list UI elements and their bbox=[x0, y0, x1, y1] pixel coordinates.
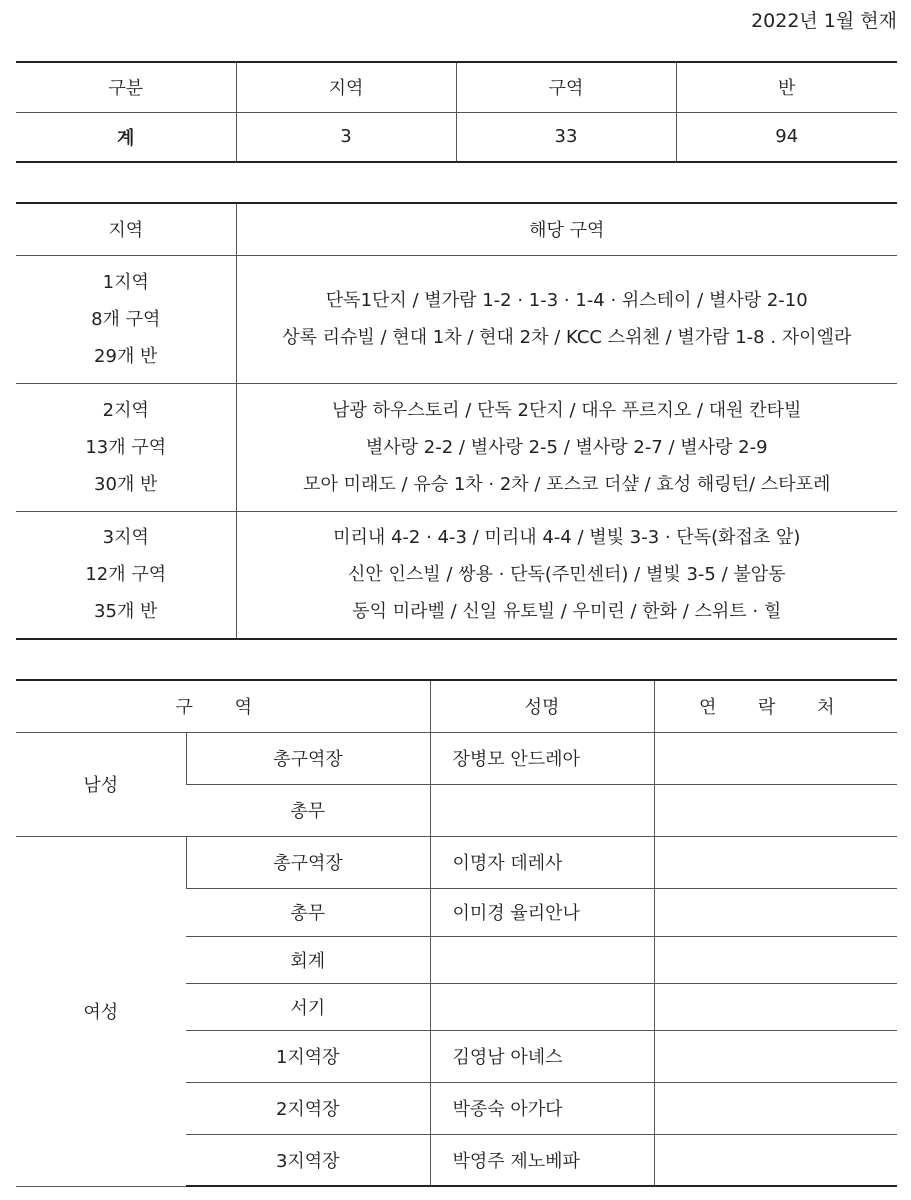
name-cell: 이미경 율리안나 bbox=[430, 888, 654, 936]
role-cell: 회계 bbox=[186, 936, 430, 983]
region-cell bbox=[16, 383, 236, 511]
header-contact: 연 락 처 bbox=[654, 680, 897, 732]
zone-list-line: 상록 리슈빌 / 현대 1차 / 현대 2차 / KCC 스위첸 / 별가람 1-8 . 자이엘라 bbox=[282, 327, 852, 348]
header-region: 지역 bbox=[236, 62, 456, 112]
name-cell bbox=[430, 784, 654, 836]
header-region: 지역 bbox=[16, 203, 236, 255]
header-gubun: 구분 bbox=[16, 62, 236, 112]
name-cell: 이명자 데레사 bbox=[430, 836, 654, 888]
officers-table bbox=[16, 679, 897, 1187]
name-cell: 김영남 아녜스 bbox=[430, 1030, 654, 1082]
header-zone: 구역 bbox=[456, 62, 676, 112]
role-cell: 1지역장 bbox=[186, 1030, 430, 1082]
zone-list-cell bbox=[236, 255, 897, 383]
name-cell: 장병모 안드레아 bbox=[430, 732, 654, 784]
regions-table bbox=[16, 202, 897, 640]
region-ban-count: 35개 반 bbox=[94, 601, 158, 623]
contact-cell bbox=[654, 1030, 897, 1082]
contact-cell bbox=[654, 732, 897, 784]
header-zone: 구 역 bbox=[16, 680, 430, 732]
zone-list-line: 모아 미래도 / 유승 1차 · 2차 / 포스코 더샾 / 효성 해링턴/ 스타포레 bbox=[303, 473, 831, 495]
header-ban: 반 bbox=[676, 62, 897, 112]
region-ban-count: 30개 반 bbox=[94, 473, 158, 495]
role-cell: 서기 bbox=[186, 983, 430, 1030]
table-header-row bbox=[16, 203, 897, 255]
region-cell bbox=[16, 255, 236, 383]
total-zones: 33 bbox=[456, 112, 676, 162]
zone-list-line: 남광 하우스토리 / 단독 2단지 / 대우 푸르지오 / 대원 칸타빌 bbox=[332, 399, 802, 421]
total-label: 계 bbox=[16, 112, 236, 162]
zone-list-line: 미리내 4-2 · 4-3 / 미리내 4-4 / 별빛 3-3 · 단독(화접초 앞) bbox=[333, 527, 801, 549]
contact-cell bbox=[654, 1082, 897, 1134]
contact-cell bbox=[654, 836, 897, 888]
contact-cell bbox=[654, 888, 897, 936]
table-row bbox=[16, 836, 897, 888]
header-zones: 해당 구역 bbox=[236, 203, 897, 255]
name-cell: 박영주 제노베파 bbox=[430, 1134, 654, 1186]
date-label: 2022년 1월 현재 bbox=[751, 10, 897, 32]
zone-list-line: 단독1단지 / 별가람 1-2 · 1-3 · 1-4 · 위스테이 / 별사랑 2-10 bbox=[325, 290, 808, 311]
total-regions: 3 bbox=[236, 112, 456, 162]
role-cell: 총구역장 bbox=[186, 836, 430, 888]
region-name: 1지역 bbox=[102, 271, 149, 293]
name-cell: 박종숙 아가다 bbox=[430, 1082, 654, 1134]
contact-cell bbox=[654, 784, 897, 836]
role-cell: 2지역장 bbox=[186, 1082, 430, 1134]
table-header-row bbox=[16, 680, 897, 732]
region-zone-count: 13개 구역 bbox=[85, 436, 167, 458]
region-zone-count: 12개 구역 bbox=[85, 564, 167, 586]
contact-cell bbox=[654, 936, 897, 983]
region-cell bbox=[16, 511, 236, 639]
table-row bbox=[16, 255, 897, 383]
table-row bbox=[16, 511, 897, 639]
contact-cell bbox=[654, 1134, 897, 1186]
zone-list-cell bbox=[236, 511, 897, 639]
name-cell bbox=[430, 983, 654, 1030]
role-cell: 총구역장 bbox=[186, 732, 430, 784]
group-label-female: 여성 bbox=[16, 836, 186, 1186]
table-row bbox=[16, 732, 897, 784]
total-bans: 94 bbox=[676, 112, 897, 162]
region-ban-count: 29개 반 bbox=[94, 345, 158, 367]
zone-list-cell bbox=[236, 383, 897, 511]
region-name: 2지역 bbox=[102, 399, 149, 421]
table-row bbox=[16, 383, 897, 511]
zone-list-line: 동익 미라벨 / 신일 유토빌 / 우미린 / 한화 / 스위트 · 힐 bbox=[352, 601, 782, 623]
contact-cell bbox=[654, 983, 897, 1030]
role-cell: 3지역장 bbox=[186, 1134, 430, 1186]
table-header-row bbox=[16, 62, 897, 112]
summary-table bbox=[16, 61, 897, 163]
zone-list-line: 별사랑 2-2 / 별사랑 2-5 / 별사랑 2-7 / 별사랑 2-9 bbox=[365, 436, 768, 458]
region-zone-count: 8개 구역 bbox=[91, 308, 161, 330]
role-cell: 총무 bbox=[186, 784, 430, 836]
header-name: 성명 bbox=[430, 680, 654, 732]
group-label-male: 남성 bbox=[16, 732, 186, 836]
region-name: 3지역 bbox=[102, 527, 149, 549]
name-cell bbox=[430, 936, 654, 983]
role-cell: 총무 bbox=[186, 888, 430, 936]
zone-list-line: 신안 인스빌 / 쌍용 · 단독(주민센터) / 별빛 3-5 / 불암동 bbox=[347, 564, 786, 586]
table-row bbox=[16, 112, 897, 162]
